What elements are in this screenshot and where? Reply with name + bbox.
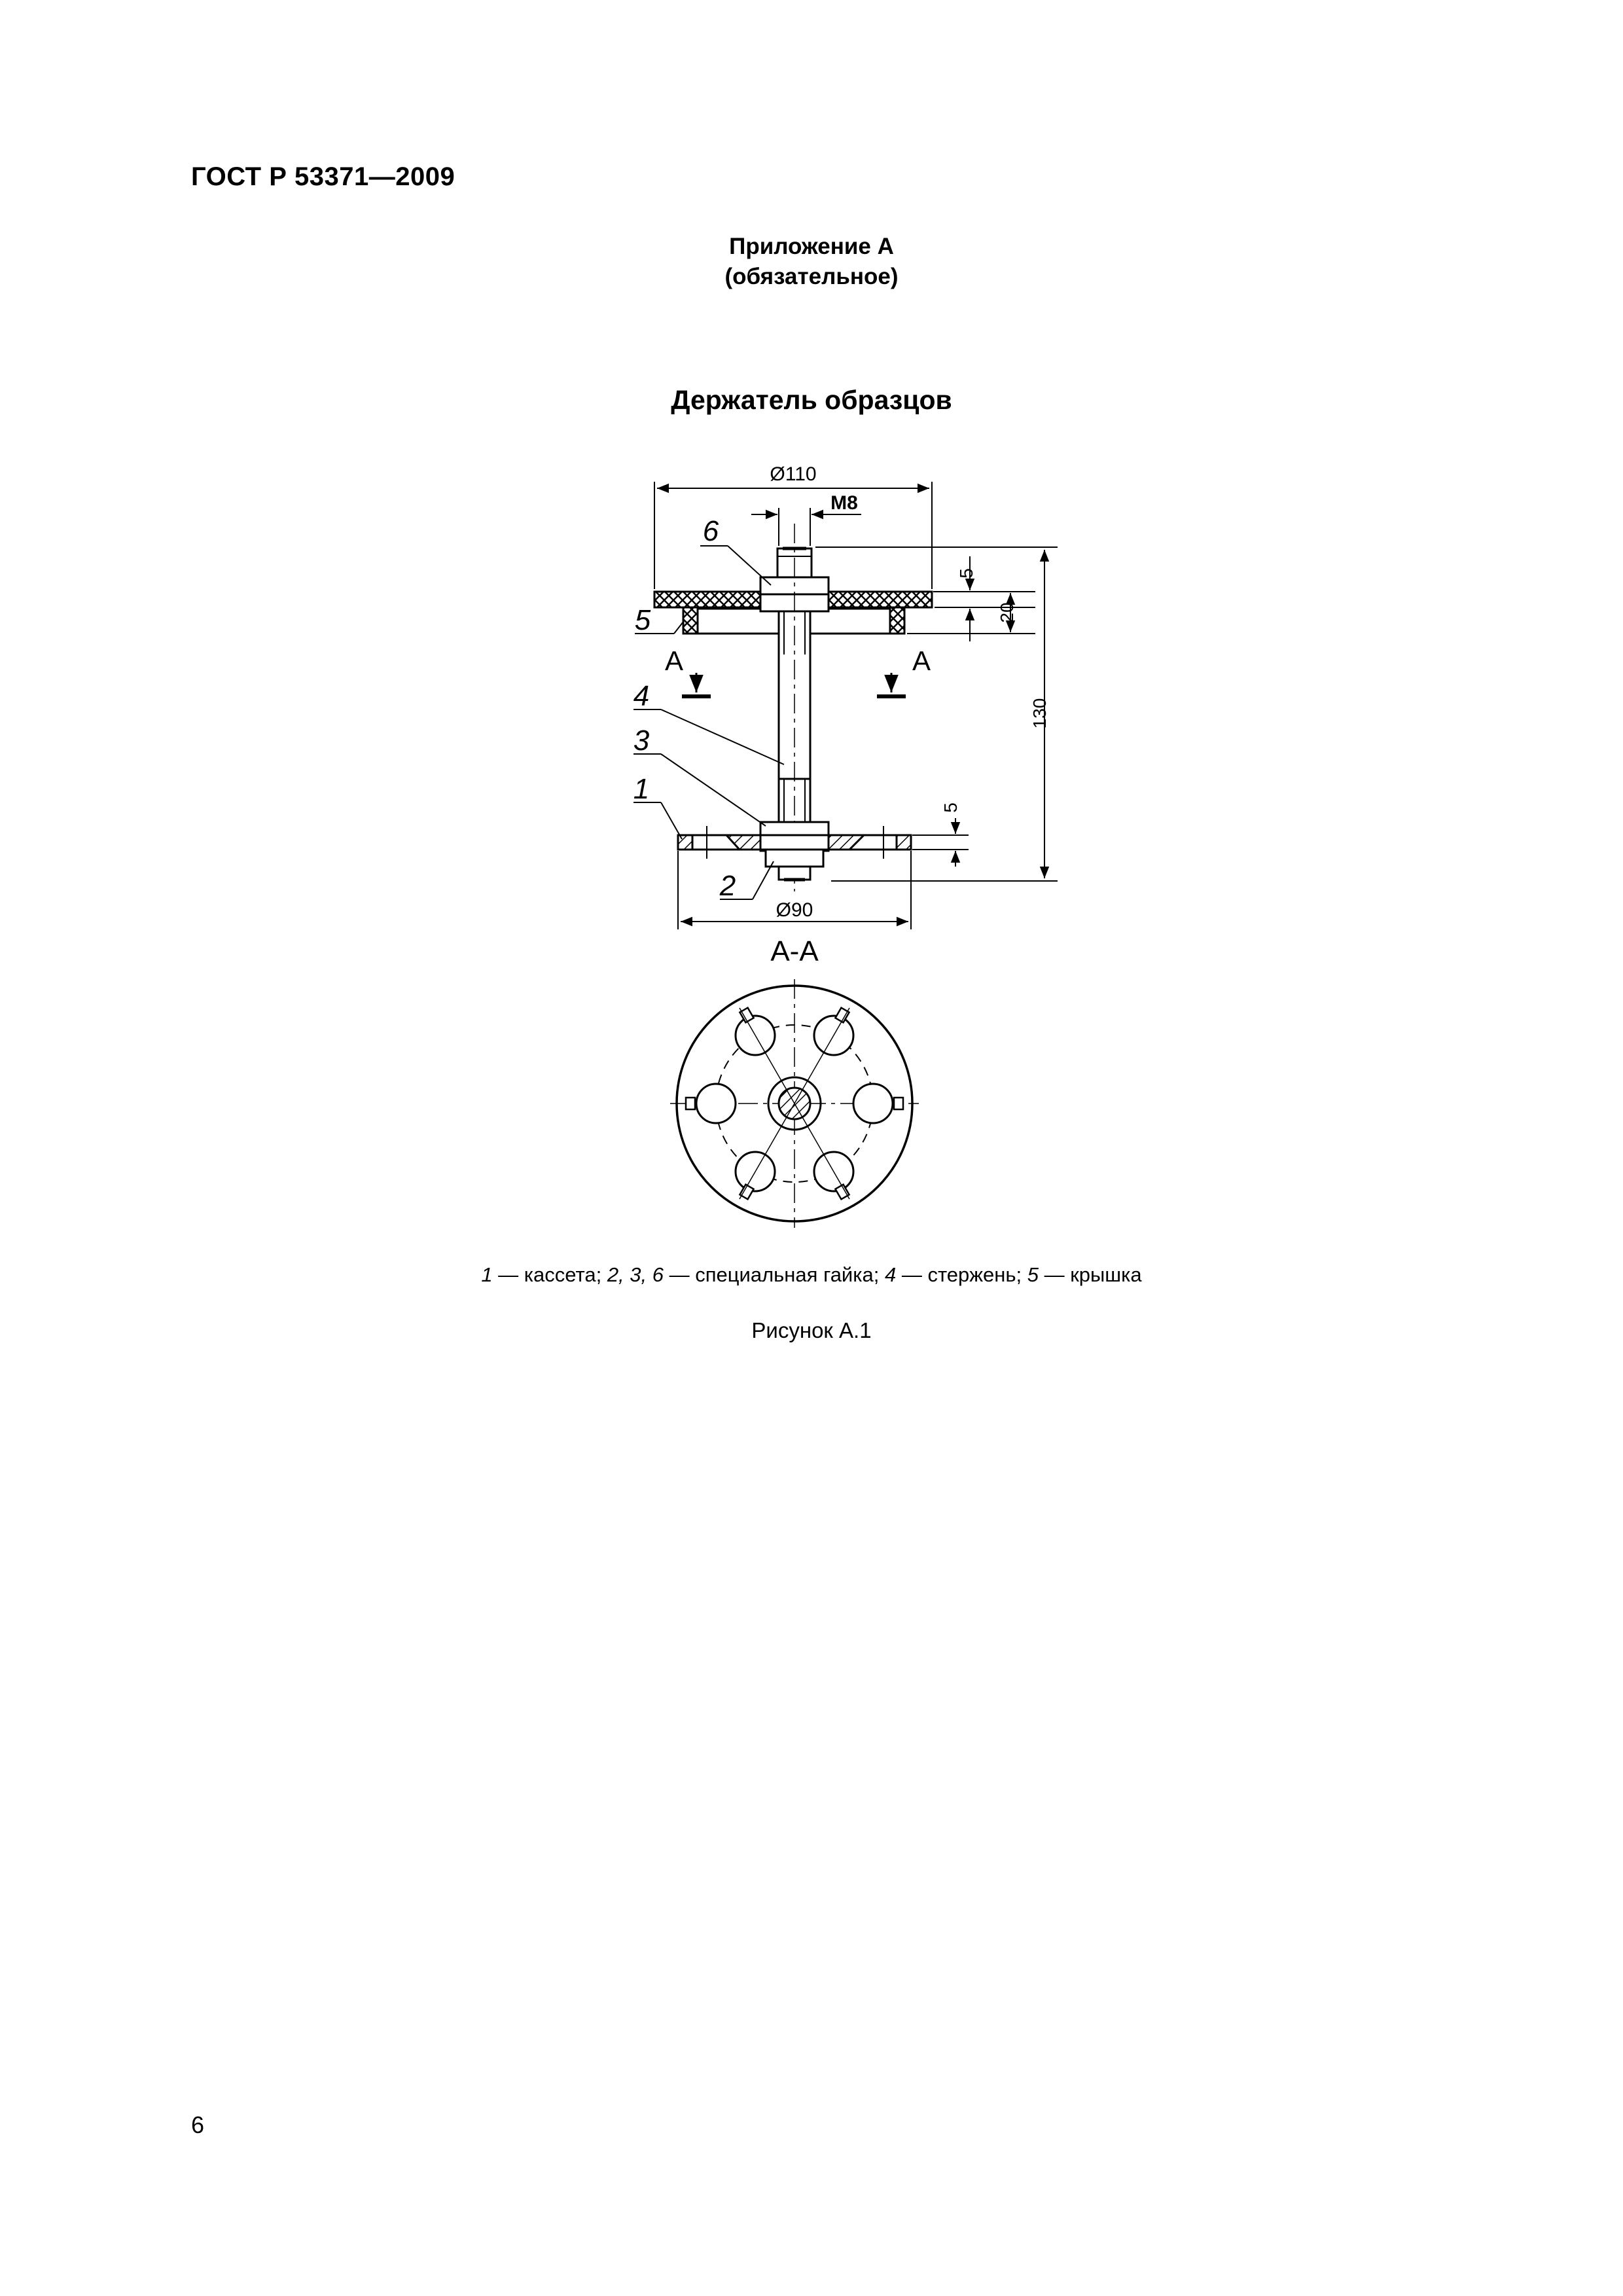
callout-3: 3 bbox=[633, 725, 650, 757]
figure-legend bbox=[0, 1263, 1623, 1287]
appendix-label: Приложение А bbox=[729, 234, 894, 259]
legend-text: — кассета; bbox=[492, 1263, 607, 1286]
callout-4: 4 bbox=[633, 680, 650, 712]
callout-5: 5 bbox=[634, 604, 651, 636]
cap-rim-right bbox=[890, 607, 904, 634]
figure-label: Рисунок А.1 bbox=[751, 1318, 872, 1342]
dim-base-diameter: Ø90 bbox=[776, 899, 813, 921]
section-view bbox=[670, 979, 919, 1228]
dim-thread: М8 bbox=[830, 492, 858, 514]
page-number: 6 bbox=[191, 2111, 205, 2138]
callout-1: 1 bbox=[633, 773, 650, 805]
document-code: ГОСТ Р 53371—2009 bbox=[191, 162, 455, 191]
cassette bbox=[678, 835, 911, 850]
legend-text: — крышка bbox=[1039, 1263, 1142, 1286]
section-title: А-А bbox=[770, 935, 819, 967]
legend-num: 4 bbox=[884, 1263, 897, 1286]
legend-num: 2, 3, 6 bbox=[607, 1263, 664, 1286]
legend-num: 5 bbox=[1027, 1263, 1039, 1286]
callout-6: 6 bbox=[702, 515, 719, 547]
appendix-title: Держатель образцов bbox=[671, 385, 952, 415]
bottom-nut-lower bbox=[766, 850, 823, 867]
dim-total-height: 130 bbox=[1029, 698, 1050, 729]
dim-cap-thickness: 5 bbox=[956, 568, 976, 579]
section-mark-right: А bbox=[912, 645, 931, 676]
dim-top-diameter: Ø110 bbox=[770, 463, 817, 485]
appendix-status: (обязательное) bbox=[724, 264, 899, 289]
section-mark-left: А bbox=[664, 645, 684, 676]
dim-cap-height: 20 bbox=[997, 602, 1017, 623]
dim-base-thickness: 5 bbox=[940, 802, 961, 813]
legend-text: — специальная гайка; bbox=[664, 1263, 885, 1286]
legend-text: — стержень; bbox=[896, 1263, 1027, 1286]
legend-num: 1 bbox=[481, 1263, 493, 1286]
cap-rim-left bbox=[683, 607, 698, 634]
callout-2: 2 bbox=[719, 870, 736, 902]
